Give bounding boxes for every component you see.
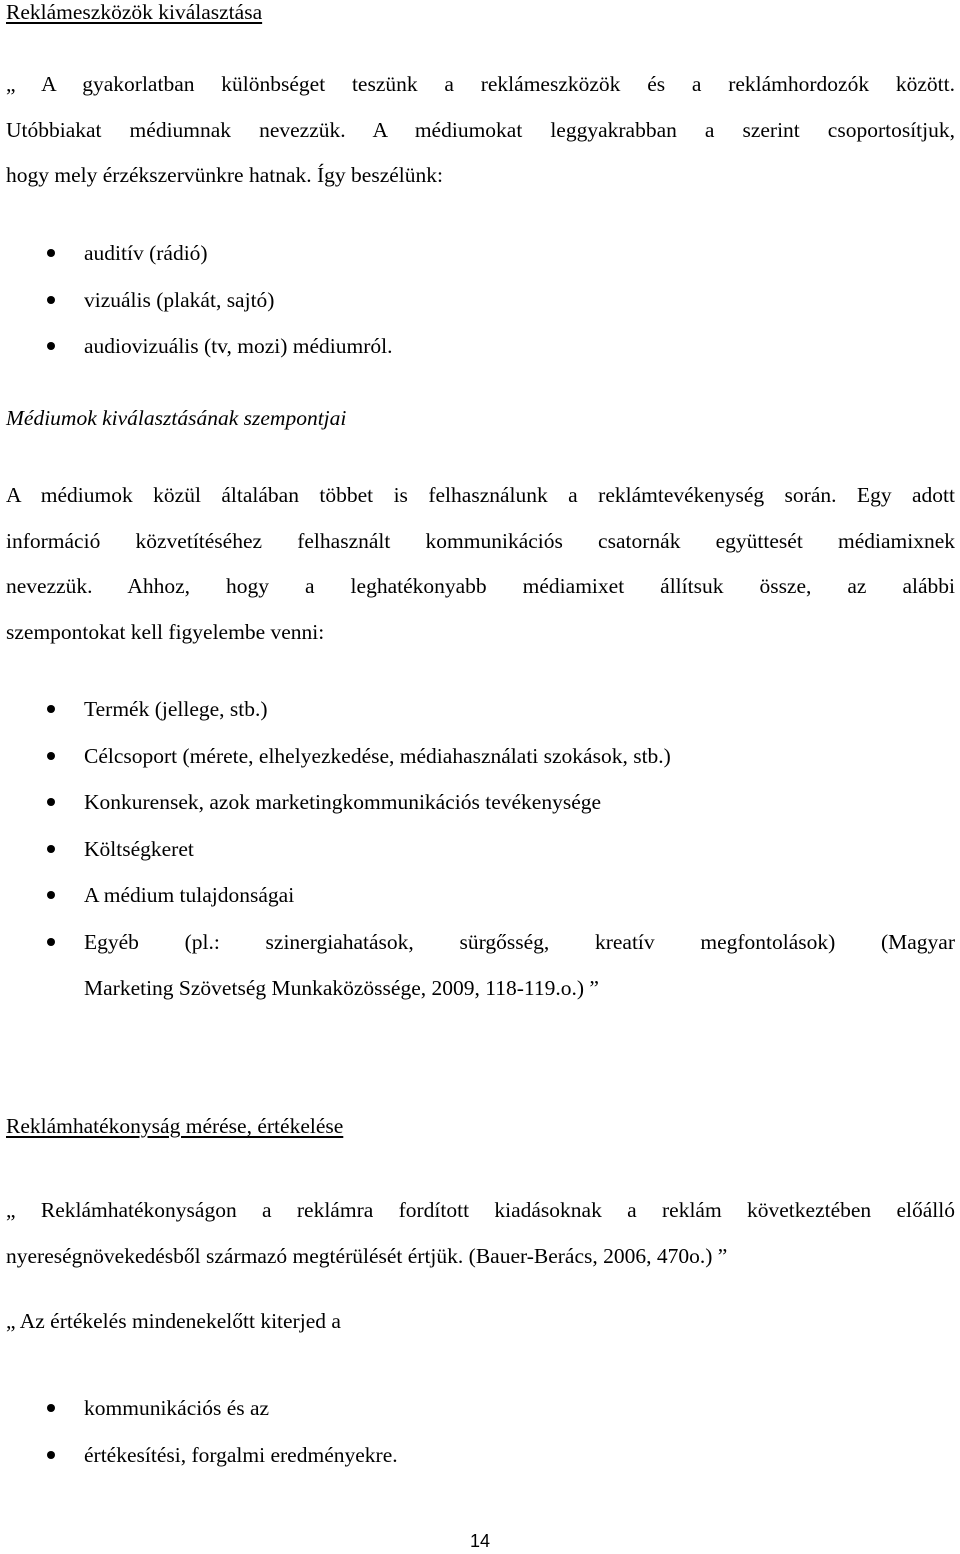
bullet-icon (47, 798, 55, 806)
bullet-icon (47, 249, 55, 257)
intro-paragraph (6, 62, 955, 199)
quote-line: nyereségnövekedésből származó megtérülését értjük. (Bauer-Berács, 2006, 470o.) ” (6, 1243, 728, 1268)
media-mix-paragraph (6, 473, 955, 655)
section-heading-ad-effectiveness: Reklámhatékonyság mérése, értékelése (6, 1114, 344, 1138)
effectiveness-quote (6, 1188, 955, 1279)
criteria-list (0, 686, 960, 1011)
para-line: nevezzük. Ahhoz, hogy a leghatékonyabb médiamixet állítsuk össze, az alábbi (6, 574, 955, 598)
bullet-icon (47, 342, 55, 350)
list-item: auditív (rádió) (0, 230, 960, 277)
list-item: kommunikációs és az (0, 1385, 960, 1432)
list-item: Konkurensek, azok marketingkommunikációs tevékenysége (0, 779, 960, 826)
para-line: információ közvetítéséhez felhasznált kommunikációs csatornák együttesét médiamixnek (6, 528, 955, 553)
list-item: audiovizuális (tv, mozi) médiumról. (0, 323, 960, 370)
intro-line: hogy mely érzékszervünkre hatnak. Így beszélünk: (6, 163, 444, 187)
bullet-icon (47, 891, 55, 899)
intro-line: „ A gyakorlatban különbséget teszünk a reklámeszközök és a reklámhordozók között. (6, 72, 955, 96)
quote-line: „ Reklámhatékonyságon a reklámra fordított kiadásoknak a reklám következtében előálló (6, 1198, 955, 1222)
bullet-icon (47, 1404, 55, 1412)
media-types-list (0, 230, 960, 370)
section-heading-ad-tools: Reklámeszközök kiválasztása (6, 0, 263, 24)
bullet-icon (47, 752, 55, 760)
bullet-icon (47, 705, 55, 713)
bullet-icon (47, 1451, 55, 1459)
list-item: Egyéb (pl.: szinergiahatások, sürgősség, kreatív megfontolások) (Magyar Marketing Szövetség Munkaközössége, 2009, 118-119.o.) ” (0, 919, 955, 1011)
list-item: vizuális (plakát, sajtó) (0, 277, 960, 324)
bullet-icon (47, 296, 55, 304)
list-item: Költségkeret (0, 826, 960, 873)
bullet-icon (47, 845, 55, 853)
list-item: Célcsoport (mérete, elhelyezkedése, médiahasználati szokások, stb.) (0, 733, 960, 780)
para-line: A médiumok közül általában többet is felhasználunk a reklámtevékenység során. Egy adott (6, 483, 955, 507)
evaluation-intro: „ Az értékelés mindenekelőtt kiterjed a (6, 1309, 341, 1333)
intro-line: Utóbbiakat médiumnak nevezzük. A médiumokat leggyakrabban a szerint csoportosítjuk, (6, 117, 955, 142)
subheading-media-criteria: Médiumok kiválasztásának szempontjai (6, 406, 347, 430)
para-line: szempontokat kell figyelembe venni: (6, 619, 325, 644)
list-item: Termék (jellege, stb.) (0, 686, 960, 733)
page-number: 14 (469, 1531, 491, 1551)
evaluation-list (0, 1385, 960, 1478)
list-item: A médium tulajdonságai (0, 872, 960, 919)
list-item: értékesítési, forgalmi eredményekre. (0, 1432, 960, 1479)
bullet-icon (47, 938, 55, 946)
